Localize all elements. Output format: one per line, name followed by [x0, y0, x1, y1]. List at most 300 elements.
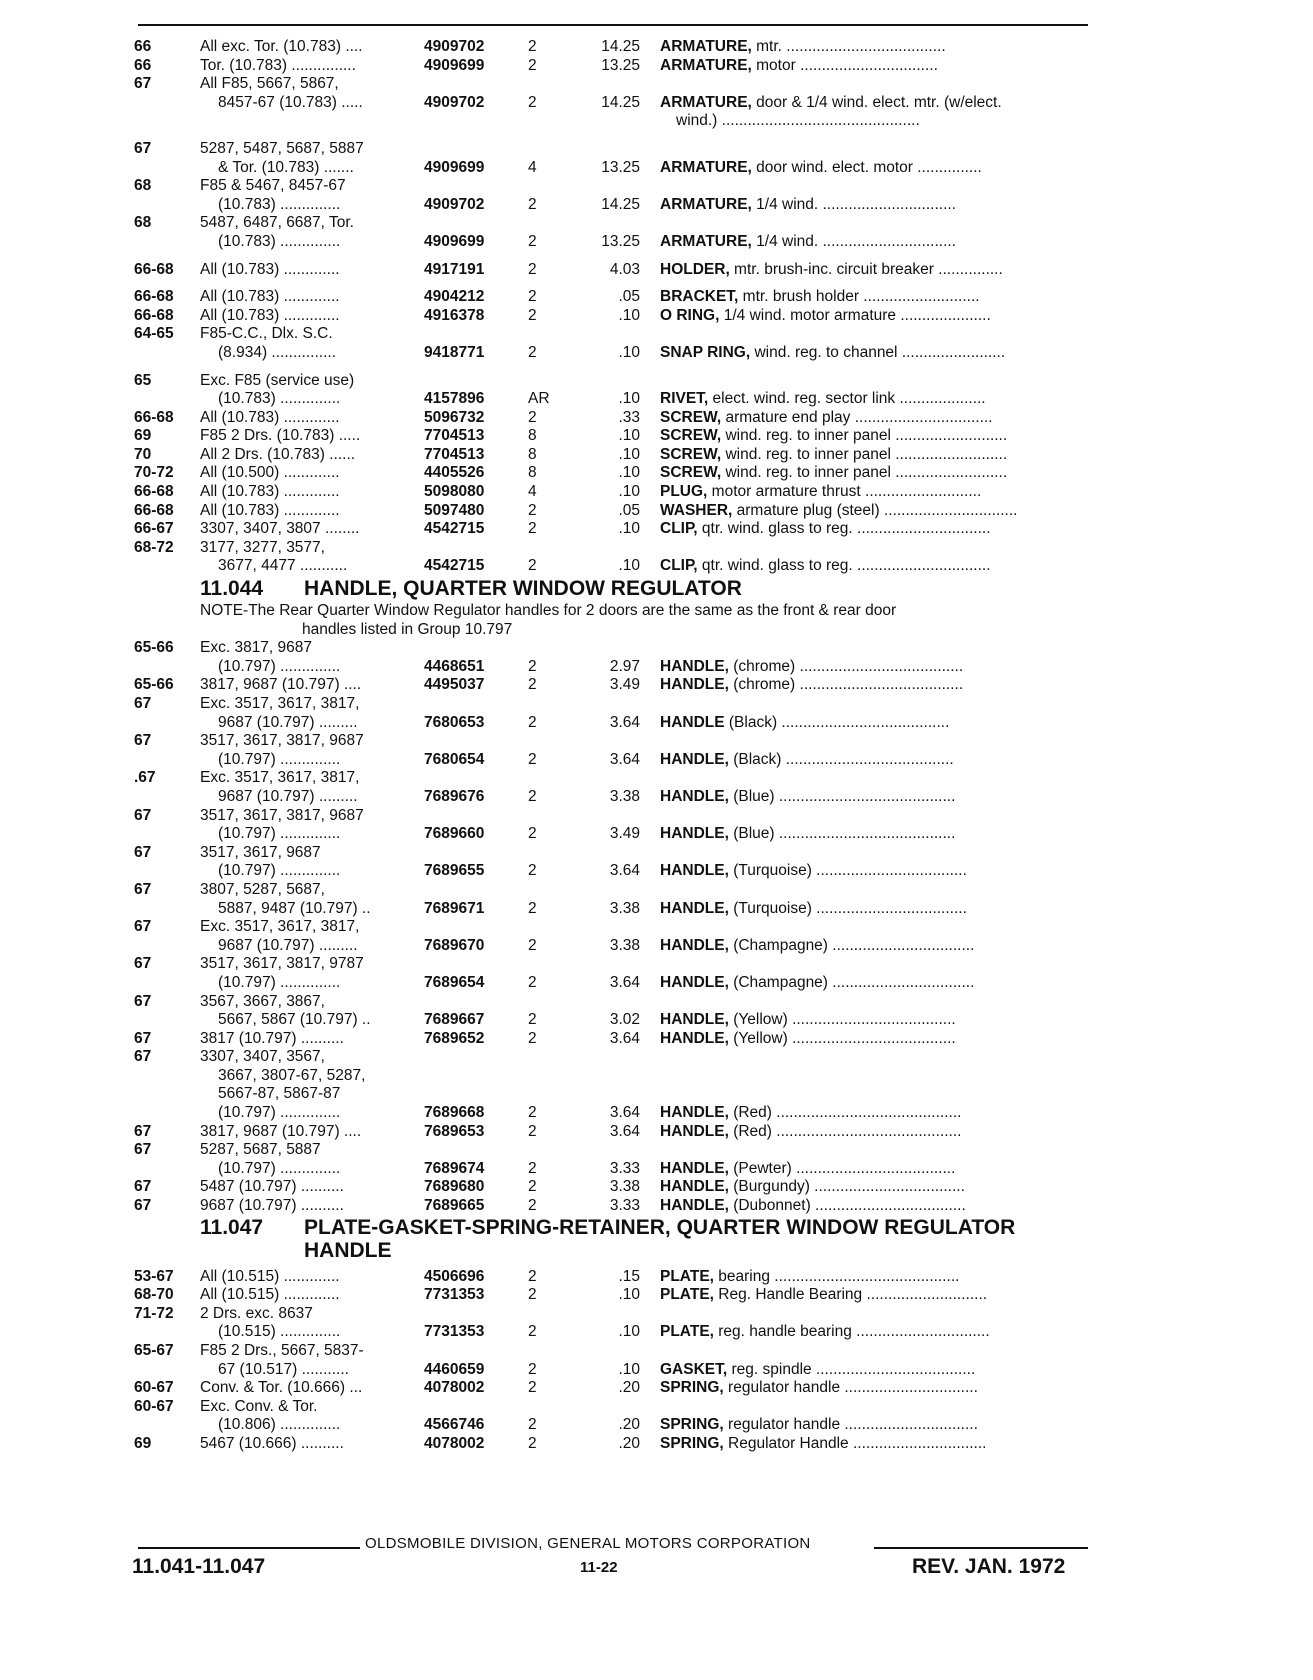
part-description — [660, 1435, 1090, 1454]
list-price: 13.25 — [601, 232, 640, 250]
part-number: 4904212 — [424, 288, 485, 306]
parts-row — [0, 1286, 1313, 1305]
application: F85 2 Drs. (10.783) ..... — [200, 427, 361, 445]
part-name: PLATE, — [660, 1323, 714, 1341]
quantity: 2 — [528, 1379, 537, 1397]
part-detail: Reg. Handle Bearing ............................ — [713, 1286, 988, 1304]
parts-row — [0, 214, 1313, 233]
part-name: BRACKET, — [660, 288, 739, 306]
parts-row — [0, 862, 1313, 881]
part-number: 7689671 — [424, 899, 485, 917]
list-price: 3.64 — [609, 1122, 640, 1140]
parts-row — [0, 233, 1313, 252]
parts-row — [0, 464, 1313, 483]
part-name: ARMATURE, — [660, 195, 752, 213]
application: All (10.783) ............. — [200, 501, 340, 519]
application: (10.797) .............. — [218, 862, 341, 880]
part-number: 4909702 — [424, 93, 485, 111]
footer-page-number: 11-22 — [580, 1559, 618, 1576]
part-name: HANDLE, — [660, 862, 729, 880]
application: 3177, 3277, 3577, — [200, 538, 325, 556]
part-description — [660, 38, 1090, 57]
quantity: 2 — [528, 713, 537, 731]
part-number: 7704513 — [424, 427, 485, 445]
list-price: 3.64 — [609, 1029, 640, 1047]
parts-row — [0, 1379, 1313, 1398]
part-detail: wind. reg. to channel ........................ — [750, 343, 1006, 361]
parts-row — [0, 177, 1313, 196]
application: 9687 (10.797) .......... — [200, 1197, 344, 1215]
list-price: .10 — [618, 306, 640, 324]
model-year: 67 — [134, 1048, 152, 1066]
part-detail: qtr. wind. glass to reg. ............................... — [697, 520, 991, 538]
application: (10.783) .............. — [218, 195, 341, 213]
parts-row — [0, 1123, 1313, 1142]
list-price: 14.25 — [601, 38, 640, 55]
application: 5287, 5487, 5687, 5887 — [200, 139, 364, 157]
part-detail: armature end play ................................ — [721, 408, 993, 426]
parts-row — [0, 844, 1313, 863]
parts-row — [0, 1435, 1313, 1454]
parts-row — [0, 676, 1313, 695]
quantity: 2 — [528, 1360, 537, 1378]
application: All (10.783) ............. — [200, 260, 340, 278]
part-detail: 1/4 wind. ............................... — [751, 232, 956, 250]
application: 9687 (10.797) ......... — [218, 936, 358, 954]
part-description — [660, 974, 1090, 993]
parts-row — [0, 807, 1313, 826]
quantity: 2 — [528, 38, 537, 55]
application: Exc. Conv. & Tor. — [200, 1397, 318, 1415]
part-name: PLATE, — [660, 1267, 714, 1285]
model-year: 67 — [134, 1178, 152, 1196]
part-number: 7704513 — [424, 445, 485, 463]
part-name: SCREW, — [660, 427, 722, 445]
model-year: 68-72 — [134, 538, 174, 556]
part-description — [660, 520, 1090, 539]
footer-rule-left — [138, 1547, 360, 1549]
application: 3517, 3617, 9687 — [200, 843, 321, 861]
quantity: 2 — [528, 1011, 537, 1029]
part-description — [660, 159, 1090, 178]
list-price: 3.64 — [609, 713, 640, 731]
part-number: 7689680 — [424, 1178, 485, 1196]
list-price: .10 — [618, 343, 640, 361]
parts-group-handles — [0, 639, 1313, 1215]
application: 3817 (10.797) .......... — [200, 1029, 344, 1047]
part-detail: (Champagne) ................................. — [728, 973, 975, 991]
model-year: 67 — [134, 695, 152, 712]
part-detail: (Black) ....................................... — [724, 713, 950, 731]
part-number: 4909699 — [424, 232, 485, 250]
parts-row — [0, 1268, 1313, 1287]
parts-row — [0, 1323, 1313, 1342]
quantity: 2 — [528, 1434, 537, 1452]
part-detail: (chrome) ...................................... — [728, 657, 964, 675]
list-price: .10 — [618, 520, 640, 538]
model-year: 67 — [134, 806, 152, 824]
list-price: 13.25 — [601, 158, 640, 176]
part-name: HANDLE, — [660, 1159, 729, 1177]
model-year: 67 — [134, 732, 152, 750]
part-name: HANDLE, — [660, 825, 729, 843]
part-name: ARMATURE, — [660, 38, 752, 55]
parts-row — [0, 658, 1313, 677]
parts-row — [0, 502, 1313, 521]
model-year: 67 — [134, 880, 152, 898]
model-year: 66-68 — [134, 501, 174, 519]
model-year: 67 — [134, 139, 152, 157]
list-price: .10 — [618, 1360, 640, 1378]
list-price: 3.33 — [609, 1197, 640, 1215]
quantity: 2 — [528, 557, 537, 575]
part-name: PLATE, — [660, 1286, 714, 1304]
list-price: .10 — [618, 557, 640, 575]
part-description — [660, 344, 1090, 363]
part-number: 4468651 — [424, 657, 485, 675]
application: Exc. 3517, 3617, 3817, — [200, 769, 360, 787]
parts-row — [0, 1048, 1313, 1067]
part-number: 4157896 — [424, 390, 485, 408]
list-price: 3.49 — [609, 676, 640, 694]
part-detail: regulator handle ............................... — [723, 1379, 978, 1397]
part-detail: (chrome) ...................................... — [728, 676, 964, 694]
parts-row — [0, 881, 1313, 900]
quantity: 2 — [528, 936, 537, 954]
parts-group-armature — [0, 38, 1313, 576]
application: 9687 (10.797) ......... — [218, 713, 358, 731]
list-price: 14.25 — [601, 93, 640, 111]
list-price: 3.38 — [609, 899, 640, 917]
part-description — [660, 1416, 1090, 1435]
part-number: 4506696 — [424, 1267, 485, 1285]
part-number: 7689665 — [424, 1197, 485, 1215]
application: 3517, 3617, 3817, 9687 — [200, 806, 364, 824]
model-year: 70 — [134, 445, 152, 463]
part-number: 7689668 — [424, 1104, 485, 1122]
model-year: 67 — [134, 1197, 152, 1215]
part-detail: (Yellow) ...................................... — [728, 1029, 956, 1047]
part-name: SPRING, — [660, 1434, 724, 1452]
part-detail: (Red) ........................................... — [728, 1104, 962, 1122]
part-detail: mtr. brush-inc. circuit breaker ............... — [729, 260, 1003, 278]
part-description — [660, 446, 1090, 465]
application: Exc. 3517, 3617, 3817, — [200, 695, 360, 712]
footer-revision: REV. JAN. 1972 — [912, 1555, 1066, 1578]
application: Exc. 3817, 9687 — [200, 639, 313, 657]
model-year: 67 — [134, 992, 152, 1010]
list-price: .15 — [618, 1267, 640, 1285]
part-number: 4909699 — [424, 158, 485, 176]
quantity: 2 — [528, 93, 537, 111]
list-price: 3.33 — [609, 1159, 640, 1177]
part-name: HANDLE, — [660, 1104, 729, 1122]
quantity: 2 — [528, 1416, 537, 1434]
part-name: HOLDER, — [660, 260, 730, 278]
application: 5667, 5867 (10.797) .. — [218, 1011, 371, 1029]
part-description — [660, 1011, 1090, 1030]
part-description — [660, 196, 1090, 215]
parts-row — [0, 714, 1313, 733]
application: (10.797) .............. — [218, 657, 341, 675]
part-detail: wind. reg. to inner panel .......................... — [721, 445, 1008, 463]
parts-row — [0, 1342, 1313, 1361]
application: 5887, 9487 (10.797) .. — [218, 899, 371, 917]
model-year: 68 — [134, 177, 152, 195]
parts-row — [0, 196, 1313, 215]
section-heading-11-047 — [0, 1216, 1313, 1240]
list-price: .10 — [618, 483, 640, 501]
part-description — [660, 862, 1090, 881]
part-description — [660, 57, 1090, 76]
application: F85 2 Drs., 5667, 5837- — [200, 1342, 364, 1359]
part-name: SCREW, — [660, 408, 722, 426]
model-year: 66-68 — [134, 306, 174, 324]
part-detail: (Turquoise) ................................... — [728, 899, 967, 917]
part-name: HANDLE, — [660, 899, 729, 917]
list-price: .10 — [618, 464, 640, 482]
parts-row — [0, 75, 1313, 94]
description-continued: wind.) .............................................. — [676, 112, 920, 130]
part-number: 7731353 — [424, 1286, 485, 1304]
quantity: 2 — [528, 676, 537, 694]
part-number: 7689670 — [424, 936, 485, 954]
part-detail: reg. spindle ..................................... — [727, 1360, 976, 1378]
model-year: 65-67 — [134, 1342, 174, 1359]
model-year: 67 — [134, 1029, 152, 1047]
part-number: 7689654 — [424, 973, 485, 991]
application: (10.797) .............. — [218, 1159, 341, 1177]
quantity: 2 — [528, 232, 537, 250]
part-name: CLIP, — [660, 557, 698, 575]
application: All F85, 5667, 5867, — [200, 75, 339, 93]
part-detail: Regulator Handle ............................... — [723, 1434, 987, 1452]
parts-row — [0, 344, 1313, 363]
application: All (10.500) ............. — [200, 464, 340, 482]
part-description — [660, 676, 1090, 695]
parts-row — [0, 557, 1313, 576]
part-name: SPRING, — [660, 1416, 724, 1434]
part-description — [660, 233, 1090, 252]
part-name: HANDLE, — [660, 1011, 729, 1029]
model-year: 66-68 — [134, 483, 174, 501]
quantity: 8 — [528, 445, 537, 463]
part-detail: door & 1/4 wind. elect. mtr. (w/elect. — [751, 93, 1002, 111]
part-number: 4542715 — [424, 557, 485, 575]
model-year: 67 — [134, 75, 152, 93]
application: All (10.515) ............. — [200, 1267, 340, 1285]
parts-row — [0, 140, 1313, 159]
model-year: 67 — [134, 955, 152, 973]
part-detail: wind. reg. to inner panel .......................... — [721, 464, 1008, 482]
part-name: CLIP, — [660, 520, 698, 538]
parts-row — [0, 539, 1313, 558]
part-name: RIVET, — [660, 390, 709, 408]
list-price: 3.38 — [609, 787, 640, 805]
parts-row — [0, 57, 1313, 76]
list-price: 4.03 — [609, 260, 640, 278]
footer-group-range: 11.041-11.047 — [132, 1555, 266, 1578]
model-year: 66-68 — [134, 408, 174, 426]
quantity: 2 — [528, 1267, 537, 1285]
application: All (10.515) ............. — [200, 1286, 340, 1304]
application: 3567, 3667, 3867, — [200, 992, 325, 1010]
part-name: HANDLE, — [660, 973, 729, 991]
list-price: .20 — [618, 1416, 640, 1434]
application: (10.783) .............. — [218, 232, 341, 250]
parts-row — [0, 769, 1313, 788]
part-number: 7680654 — [424, 750, 485, 768]
model-year: 66 — [134, 56, 152, 74]
parts-row — [0, 1197, 1313, 1216]
part-description — [660, 94, 1090, 113]
quantity: 2 — [528, 750, 537, 768]
application: 5487 (10.797) .......... — [200, 1178, 344, 1196]
part-description — [660, 1361, 1090, 1380]
quantity: 4 — [528, 158, 537, 176]
quantity: 4 — [528, 483, 537, 501]
part-detail: armature plug (steel) ............................... — [732, 501, 1018, 519]
part-name: HANDLE, — [660, 1122, 729, 1140]
part-number: 4909702 — [424, 195, 485, 213]
part-name: ARMATURE, — [660, 232, 752, 250]
part-name: HANDLE, — [660, 1029, 729, 1047]
application: 5667-87, 5867-87 — [218, 1085, 341, 1103]
part-description — [660, 1268, 1090, 1287]
application: (8.934) ............... — [218, 343, 337, 361]
application: 3307, 3407, 3807 ........ — [200, 520, 360, 538]
part-name: PLUG, — [660, 483, 708, 501]
list-price: .33 — [618, 408, 640, 426]
parts-row — [0, 1178, 1313, 1197]
application: All (10.783) ............. — [200, 408, 340, 426]
part-detail: (Pewter) ..................................... — [728, 1159, 956, 1177]
section-title-line-2: HANDLE — [304, 1238, 392, 1262]
quantity: 2 — [528, 195, 537, 213]
application: 67 (10.517) ........... — [218, 1360, 349, 1378]
application: (10.797) .............. — [218, 1104, 341, 1122]
parts-row — [0, 372, 1313, 391]
part-description — [660, 1104, 1090, 1123]
application: (10.806) .............. — [218, 1416, 341, 1434]
part-description — [660, 1030, 1090, 1049]
application: Conv. & Tor. (10.666) ... — [200, 1379, 363, 1397]
part-name: HANDLE, — [660, 1178, 729, 1196]
part-number: 5098080 — [424, 483, 485, 501]
part-number: 7689667 — [424, 1011, 485, 1029]
list-price: 3.02 — [609, 1011, 640, 1029]
list-price: .10 — [618, 1286, 640, 1304]
part-detail: bearing ........................................... — [713, 1267, 960, 1285]
part-number: 4909702 — [424, 38, 485, 55]
part-detail: wind. reg. to inner panel .......................... — [721, 427, 1008, 445]
quantity: 2 — [528, 260, 537, 278]
parts-row — [0, 94, 1313, 113]
model-year: 69 — [134, 427, 152, 445]
parts-row — [0, 695, 1313, 714]
part-description — [660, 1379, 1090, 1398]
part-description — [660, 825, 1090, 844]
model-year: 66-68 — [134, 288, 174, 306]
model-year: 64-65 — [134, 325, 174, 343]
list-price: 3.38 — [609, 1178, 640, 1196]
part-description — [660, 1123, 1090, 1142]
part-description — [660, 751, 1090, 770]
part-detail: door wind. elect. motor ............... — [751, 158, 982, 176]
parts-row — [0, 639, 1313, 658]
parts-row — [0, 307, 1313, 326]
part-number: 7689660 — [424, 825, 485, 843]
part-number: 7731353 — [424, 1323, 485, 1341]
application: 3667, 3807-67, 5287, — [218, 1066, 366, 1084]
parts-row — [0, 900, 1313, 919]
application: F85-C.C., Dlx. S.C. — [200, 325, 333, 343]
parts-row — [0, 325, 1313, 344]
part-detail: regulator handle ............................... — [723, 1416, 978, 1434]
parts-row — [0, 159, 1313, 178]
part-detail: 1/4 wind. ............................... — [751, 195, 956, 213]
application: 8457-67 (10.783) ..... — [218, 93, 363, 111]
part-number: 4078002 — [424, 1379, 485, 1397]
parts-row — [0, 732, 1313, 751]
list-price: .05 — [618, 288, 640, 306]
parts-row — [0, 788, 1313, 807]
list-price: .20 — [618, 1379, 640, 1397]
part-description — [660, 557, 1090, 576]
part-name: SCREW, — [660, 445, 722, 463]
part-detail: reg. handle bearing ............................... — [713, 1323, 990, 1341]
part-description — [660, 409, 1090, 428]
section-title: HANDLE, QUARTER WINDOW REGULATOR — [304, 577, 742, 601]
application: (10.515) .............. — [218, 1323, 341, 1341]
part-detail: motor ................................ — [751, 56, 938, 74]
application: All 2 Drs. (10.783) ...... — [200, 445, 356, 463]
parts-row — [0, 1305, 1313, 1324]
part-description — [660, 261, 1090, 280]
parts-row — [0, 1067, 1313, 1086]
part-detail: (Black) ....................................... — [728, 750, 954, 768]
quantity: 2 — [528, 1286, 537, 1304]
part-description — [660, 288, 1090, 307]
part-description — [660, 658, 1090, 677]
model-year: 53-67 — [134, 1267, 174, 1285]
application: All (10.783) ............. — [200, 288, 340, 306]
list-price: .05 — [618, 501, 640, 519]
part-number: 7680653 — [424, 713, 485, 731]
part-number: 4542715 — [424, 520, 485, 538]
list-price: 3.64 — [609, 862, 640, 880]
quantity: 2 — [528, 1197, 537, 1215]
application: & Tor. (10.783) ....... — [218, 158, 354, 176]
part-description — [660, 1178, 1090, 1197]
parts-row — [0, 1361, 1313, 1380]
part-name: ARMATURE, — [660, 158, 752, 176]
part-detail: (Burgundy) ................................... — [728, 1178, 965, 1196]
quantity: 2 — [528, 657, 537, 675]
model-year: 65 — [134, 371, 152, 389]
part-number: 4405526 — [424, 464, 485, 482]
footer-rule-right — [874, 1547, 1088, 1549]
quantity: 2 — [528, 973, 537, 991]
quantity: 2 — [528, 862, 537, 880]
parts-row — [0, 1416, 1313, 1435]
application: 3817, 9687 (10.797) .... — [200, 676, 362, 694]
part-name: SPRING, — [660, 1379, 724, 1397]
part-name: ARMATURE, — [660, 56, 752, 74]
part-description — [660, 483, 1090, 502]
parts-list — [0, 38, 1313, 1454]
quantity: 2 — [528, 520, 537, 538]
